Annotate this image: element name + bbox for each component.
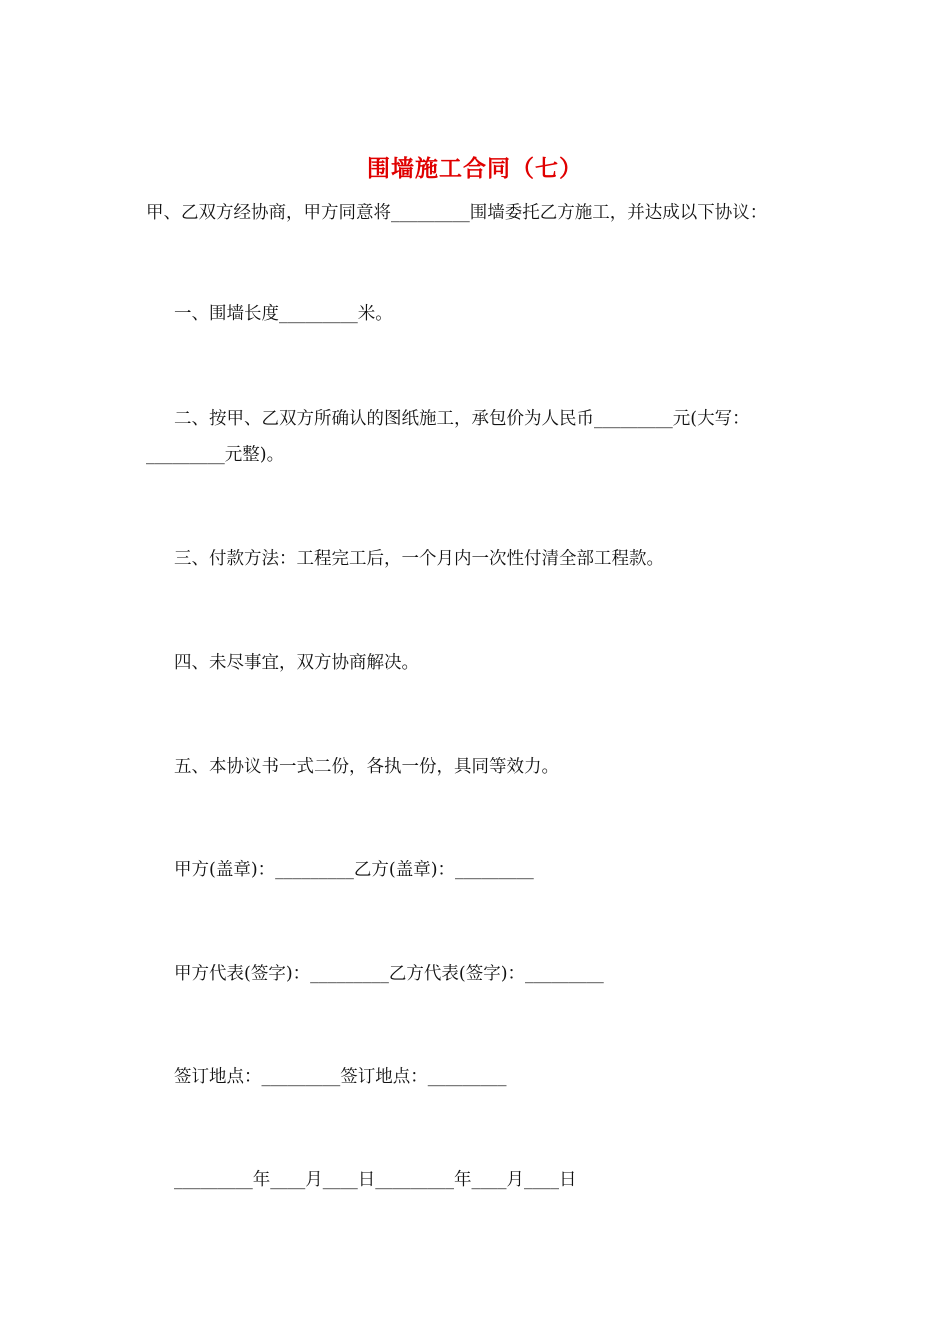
clause-1: 一、围墙长度_________米。 [174,304,393,324]
signing-date-line: _________年____月____日_________年____月____日 [174,1170,577,1190]
clause-2-line-2: _________元整)。 [146,445,285,465]
document-title: 围墙施工合同（七） [367,155,583,182]
signature-seal-line: 甲方(盖章)：_________乙方(盖章)：_________ [174,860,534,880]
clause-3: 三、付款方法：工程完工后，一个月内一次性付清全部工程款。 [174,549,664,569]
clause-4: 四、未尽事宜，双方协商解决。 [174,653,419,673]
signature-representative-line: 甲方代表(签字)：_________乙方代表(签字)：_________ [174,964,604,984]
signing-place-line: 签订地点：_________签订地点：_________ [174,1067,507,1087]
clause-5: 五、本协议书一式二份，各执一份，具同等效力。 [174,757,559,777]
clause-2-line-1: 二、按甲、乙双方所确认的图纸施工，承包价为人民币_________元(大写： [174,409,750,429]
intro-paragraph: 甲、乙双方经协商，甲方同意将_________围墙委托乙方施工，并达成以下协议： [146,203,768,223]
